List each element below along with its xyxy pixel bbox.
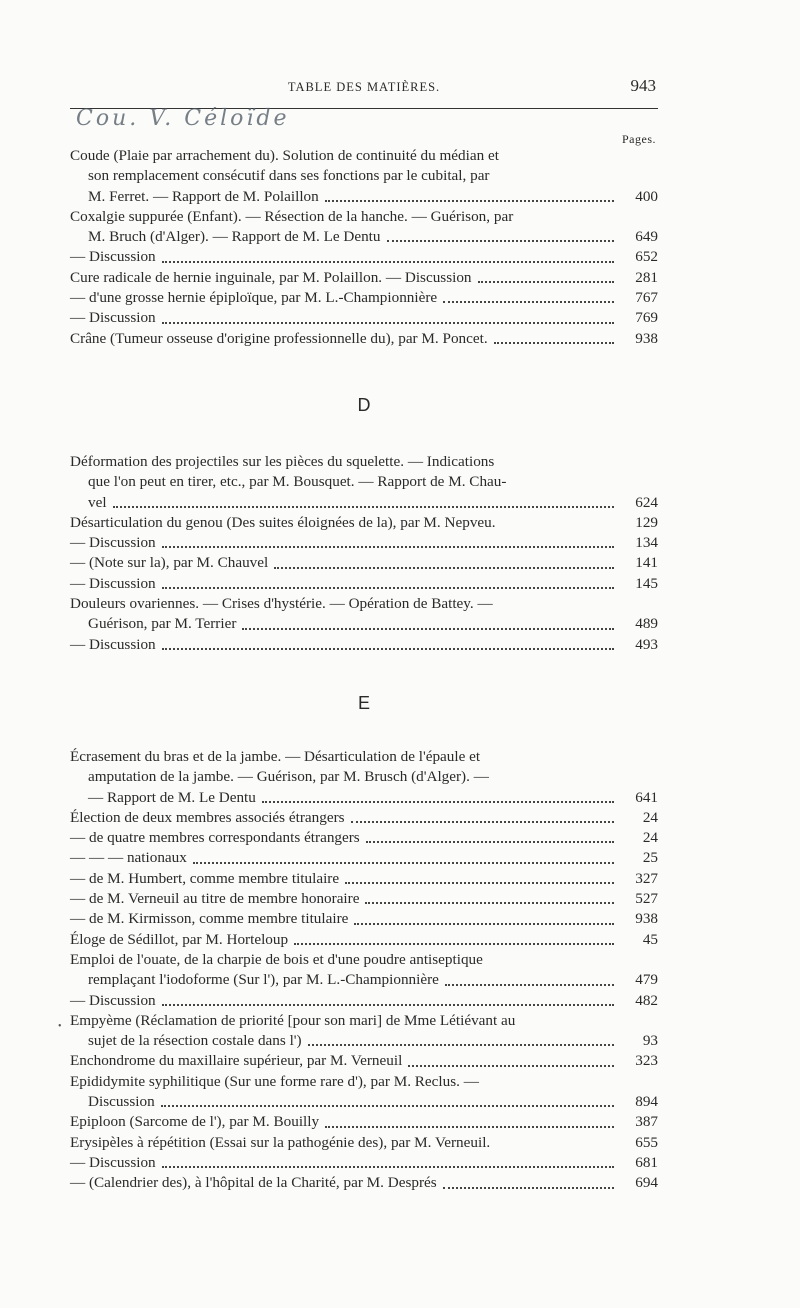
entry-text: Enchondrome du maxillaire supérieur, par M. Verneuil (70, 1052, 403, 1070)
index-entry-line (70, 614, 658, 634)
pages-column-label: Pages. (622, 132, 656, 146)
index-entry-line (70, 553, 658, 573)
dot-leader (325, 200, 614, 202)
index-entry-line (70, 767, 658, 787)
entry-page-number: 281 (635, 268, 658, 286)
entry-text: — de M. Humbert, comme membre titulaire (70, 869, 340, 887)
index-entry-line (70, 828, 658, 848)
entry-page-number: 489 (635, 615, 658, 633)
index-entry-line (70, 1153, 658, 1173)
entry-text: que l'on peut en tirer, etc., par M. Bousquet. — Rapport de M. Chau- (88, 473, 507, 491)
running-header (70, 78, 658, 98)
entry-text: M. Bruch (d'Alger). — Rapport de M. Le Dentu (88, 228, 381, 246)
index-entry-line (70, 452, 658, 472)
dot-leader (445, 984, 614, 986)
running-title: TABLE DES MATIÈRES. (287, 80, 441, 94)
entry-page-number: 624 (635, 493, 658, 511)
entry-page-number: 649 (635, 228, 658, 246)
entry-text: Epiploon (Sarcome de l'), par M. Bouilly (70, 1113, 320, 1131)
entry-page-number: 129 (635, 513, 658, 531)
dot-leader (274, 567, 614, 569)
dot-leader (494, 342, 614, 344)
dot-leader (325, 1126, 614, 1128)
index-entry-line (70, 513, 658, 533)
dot-leader (443, 301, 614, 303)
index-entry-line (70, 1011, 658, 1031)
index-entry-line (70, 970, 658, 990)
dot-leader (262, 801, 614, 803)
index-entry-line (70, 146, 658, 166)
entry-text: — Discussion (70, 248, 156, 266)
entry-text: Déformation des projectiles sur les pièces du squelette. — Indications (70, 453, 495, 470)
entry-text: — Discussion (70, 991, 156, 1009)
dot-leader (387, 240, 614, 242)
entry-page-number: 24 (642, 808, 658, 826)
section-letter-e: E (357, 693, 370, 713)
index-entry-line (70, 533, 658, 553)
index-entry-line (70, 950, 658, 970)
entry-page-number: 655 (635, 1133, 658, 1151)
entry-page-number: 641 (635, 788, 658, 806)
entry-page-number: 145 (635, 574, 658, 592)
entry-text: remplaçant l'iodoforme (Sur l'), par M. L.-Championnière (88, 971, 439, 989)
entry-page-number: 45 (642, 930, 658, 948)
dot-leader (365, 902, 614, 904)
index-entry-line (70, 227, 658, 247)
entry-text: — Discussion (70, 635, 156, 653)
index-section-d (70, 452, 658, 655)
index-entry-line (70, 1031, 658, 1051)
index-entry-line (70, 166, 658, 186)
index-entry-line (70, 788, 658, 808)
index-entry-line (70, 493, 658, 513)
dot-leader (162, 587, 614, 589)
dot-leader (162, 648, 614, 650)
entry-text: — — — nationaux (70, 849, 187, 867)
entry-text: Erysipèles à répétition (Essai sur la pathogénie des), par M. Verneuil. (70, 1133, 491, 1151)
index-entry-line (70, 747, 658, 767)
entry-text: Éloge de Sédillot, par M. Horteloup (70, 930, 289, 948)
entry-page-number: 25 (642, 849, 658, 867)
entry-text: sujet de la résection costale dans l') (88, 1032, 302, 1050)
index-entry-line (70, 889, 658, 909)
entry-page-number: 327 (635, 869, 658, 887)
index-entry-line (70, 574, 658, 594)
dot-leader (366, 841, 614, 843)
index-entry-line (70, 1092, 658, 1112)
dot-leader (161, 1105, 614, 1107)
index-entry-line (70, 288, 658, 308)
entry-text: — Rapport de M. Le Dentu (88, 788, 256, 806)
index-entry-line (70, 472, 658, 492)
index-entry-line (70, 1051, 658, 1071)
index-entry-line (70, 308, 658, 328)
entry-page-number: 769 (635, 309, 658, 327)
section-letter-d: D (357, 395, 371, 415)
entry-page-number: 652 (635, 248, 658, 266)
entry-text: Désarticulation du genou (Des suites éloignées de la), par M. Nepveu. (70, 513, 496, 531)
margin-bullet: • (58, 1021, 62, 1032)
entry-text: — de quatre membres correspondants étrangers (70, 829, 360, 847)
dot-leader (162, 546, 614, 548)
entry-page-number: 400 (635, 187, 658, 205)
entry-page-number: 323 (635, 1052, 658, 1070)
entry-page-number: 894 (635, 1093, 658, 1111)
page-number: 943 (630, 76, 656, 95)
entry-page-number: 694 (635, 1174, 658, 1192)
entry-text: Epididymite syphilitique (Sur une forme rare d'), par M. Reclus. — (70, 1072, 479, 1090)
entry-page-number: 482 (635, 991, 658, 1009)
dot-leader (162, 261, 614, 263)
entry-text: — de M. Verneuil au titre de membre honoraire (70, 890, 360, 908)
entry-page-number: 387 (635, 1113, 658, 1131)
index-entry-line (70, 594, 658, 614)
entry-page-number: 938 (635, 329, 658, 347)
entry-text: Crâne (Tumeur osseuse d'origine professionnelle du), par M. Poncet. (70, 329, 488, 347)
entry-text: vel (88, 493, 107, 511)
dot-leader (351, 821, 614, 823)
index-entry-line (70, 329, 658, 349)
entry-page-number: 681 (635, 1153, 658, 1171)
index-entry-line (70, 808, 658, 828)
entry-text: son remplacement consécutif dans ses fonctions par le cubital, par (88, 167, 490, 185)
entry-page-number: 767 (635, 289, 658, 307)
index-entry-line (70, 869, 658, 889)
entry-text: — d'une grosse hernie épiploïque, par M. L.-Championnière (70, 289, 438, 307)
entry-text: Guérison, par M. Terrier (88, 615, 237, 633)
dot-leader (354, 923, 614, 925)
entry-text: — (Note sur la), par M. Chauvel (70, 554, 269, 572)
entry-text: Coude (Plaie par arrachement du). Solution de continuité du médian et (70, 147, 499, 164)
entry-page-number: 527 (635, 890, 658, 908)
index-entry-line (70, 930, 658, 950)
entry-text: Cure radicale de hernie inguinale, par M. Polaillon. — Discussion (70, 268, 472, 286)
entry-page-number: 479 (635, 971, 658, 989)
dot-leader (162, 1166, 614, 1168)
dot-leader (345, 882, 614, 884)
index-entry-line (70, 1112, 658, 1132)
dot-leader (443, 1187, 614, 1189)
dot-leader (113, 506, 614, 508)
entry-page-number: 938 (635, 910, 658, 928)
entry-text: Coxalgie suppurée (Enfant). — Résection de la hanche. — Guérison, par (70, 207, 514, 225)
entry-text: Empyème (Réclamation de priorité [pour son mari] de Mme Létiévant au (70, 1011, 516, 1029)
index-entry-line (70, 1072, 658, 1092)
dot-leader (308, 1044, 614, 1046)
index-entry-line (70, 991, 658, 1011)
index-entry-line (70, 207, 658, 227)
entry-page-number: 141 (635, 554, 658, 572)
entry-text: — (Calendrier des), à l'hôpital de la Charité, par M. Després (70, 1174, 437, 1192)
index-entry-line (70, 1173, 658, 1193)
entry-text: — de M. Kirmisson, comme membre titulaire (70, 910, 349, 928)
index-section-e (70, 747, 658, 1194)
dot-leader (478, 281, 614, 283)
entry-text: M. Ferret. — Rapport de M. Polaillon (88, 187, 319, 205)
index-entry-line (70, 1133, 658, 1153)
dot-leader (162, 322, 614, 324)
entry-text: — Discussion (70, 534, 156, 552)
entry-page-number: 93 (642, 1032, 658, 1050)
entry-text: Emploi de l'ouate, de la charpie de bois et d'une poudre antiseptique (70, 950, 483, 968)
dot-leader (193, 862, 614, 864)
entry-page-number: 134 (635, 534, 658, 552)
handwritten-annotation: Cou. V. Céloïde (76, 106, 290, 131)
index-entry-line (70, 909, 658, 929)
entry-text: — Discussion (70, 1153, 156, 1171)
entry-text: Écrasement du bras et de la jambe. — Désarticulation de l'épaule et (70, 748, 481, 765)
index-entry-line (70, 848, 658, 868)
entry-text: Douleurs ovariennes. — Crises d'hystérie. — Opération de Battey. — (70, 595, 493, 613)
index-entry-line (70, 247, 658, 267)
index-entry-line (70, 635, 658, 655)
entry-text: — Discussion (70, 309, 156, 327)
entry-page-number: 24 (642, 829, 658, 847)
dot-leader (162, 1004, 614, 1006)
index-entry-line (70, 187, 658, 207)
entry-text: Élection de deux membres associés étrangers (70, 808, 345, 826)
index-entry-line (70, 268, 658, 288)
entry-text: amputation de la jambe. — Guérison, par M. Brusch (d'Alger). — (88, 768, 489, 786)
entry-text: Discussion (88, 1093, 155, 1111)
dot-leader (408, 1065, 614, 1067)
index-section-c (70, 146, 658, 349)
entry-text: — Discussion (70, 574, 156, 592)
entry-page-number: 493 (635, 635, 658, 653)
dot-leader (242, 628, 614, 630)
dot-leader (294, 943, 614, 945)
